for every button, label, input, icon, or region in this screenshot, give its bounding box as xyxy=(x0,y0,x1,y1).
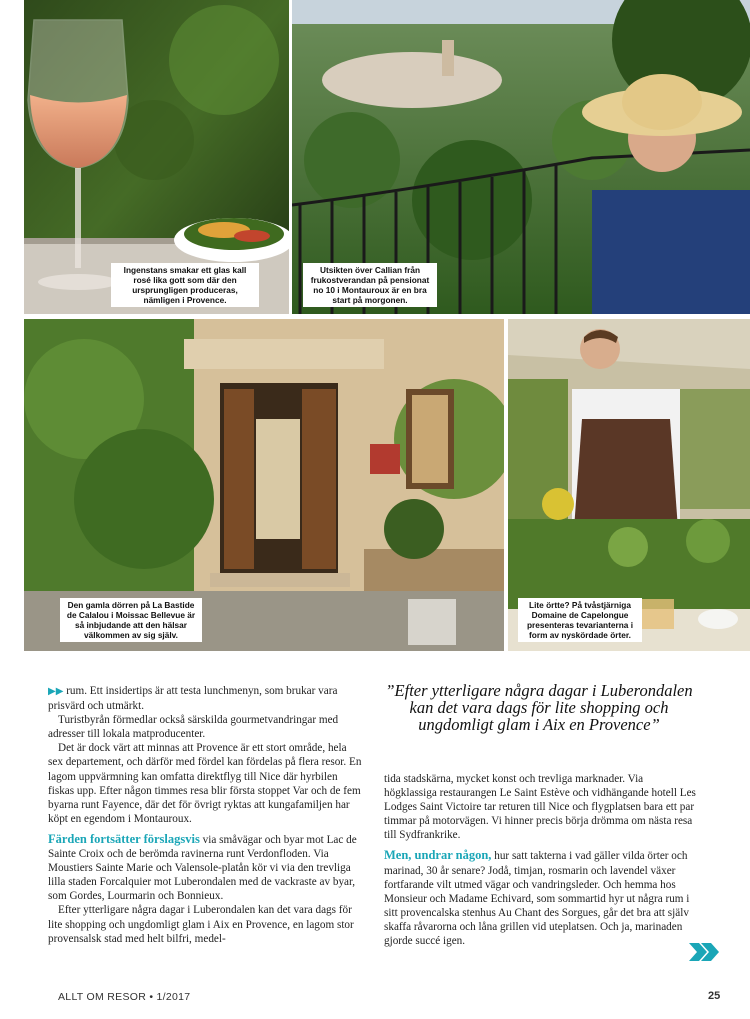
paragraph: Det är dock värt att minnas att Provence är ett stort område, hela sex departement, och därför med fördel kan fördelas på flera resor. En lagom uppvärmning kan omfatta direktflyg till Nice där hyrbilen fiskas upp. Efter någon timmes resa blir första stoppet Var och de fem byarna runt Fayence, där det för övrigt ryktas att kungafamiljen har köpt en egendom i Montauroux. xyxy=(48,742,362,825)
lead-in: Men, undrar någon, xyxy=(384,848,492,863)
text-column-left xyxy=(48,684,364,946)
paragraph: tida stadskärna, mycket konst och trevliga marknader. Via högklassiga restaurangen Le Saint Estève och vidhängande hotell Les Lodges Saint Victoire tar returen till Nice och flygplatsen bara ett par timmar på motorvägen. Vi hinner precis börja drömma om nästa resa till Sydfrankrike. xyxy=(384,773,696,842)
paragraph: Turistbyrån förmedlar också särskilda gourmetvandringar med adresser till lokala matproducenter. xyxy=(48,714,339,741)
paragraph: Men, undrar någon, hur satt takterna i vad gäller vilda örter och marinad, 30 år senare? Jodå, timjan, rosmarin och lavendel växer fortfarande vilt utmed vägar och vandringsleder. Och hemma hos Monsieur och Madame Echivard, som sommartid hyr ut några rum i sitt provencalska stenhus Au Chant des Sorgues, går det bra att själv skaffa råvarorna och låna grillen vid uteplatsen. Och ja, marinaden gjorde succé igen. xyxy=(384,848,690,948)
page-number: 25 xyxy=(708,990,721,1002)
pull-quote: ”Efter ytterligare några dagar i Luberondalen kan det vara dags för lite shopping och ungdomligt glam i Aix en Provence” xyxy=(385,681,693,734)
text-column-right xyxy=(384,772,696,948)
caption-door: Den gamla dörren på La Bastide de Calalou i Moissac Bellevue är så inbjudande att den hälsar välkommen av sig själv. xyxy=(60,598,202,642)
caption-view: Utsikten över Callian från frukostverandan på pensionat no 10 i Montauroux är en bra start på morgonen. xyxy=(303,263,437,307)
paragraph: Efter ytterligare några dagar i Luberondalen kan det vara dags för lite shopping och ungdomligt glam i Aix en Provence, en lagom stor provensalsk stad med helt bilfri, medel- xyxy=(48,904,354,945)
paragraph: Färden fortsätter förslagsvis via småvägar och byar mot Lac de Sainte Croix och de berömda ravinerna runt Verdonfloden. Via Moustiers Sainte Marie och Valensole-platån kör vi via den trevliga lilla staden Forcalquier mot Luberondalen med de vackraste av byar, som Gordes, Lourmarin och Bonnieux. xyxy=(48,831,357,903)
paragraph: ▶▶ rum. Ett insidertips är att testa lunchmenyn, som brukar vara prisvärd och utmärkt. xyxy=(48,685,338,713)
caption-herbs: Lite örtte? På tvåstjärniga Domaine de Capelongue presenteras tevarianterna i form av nyskördade örter. xyxy=(518,598,642,642)
publication-footer: ALLT OM RESOR • 1/2017 xyxy=(58,991,191,1003)
caption-wine: Ingenstans smakar ett glas kall rosé lika gott som där den ursprungligen produceras, nämligen i Provence. xyxy=(111,263,259,307)
double-chevron-right-icon xyxy=(687,941,721,963)
lead-in: Färden fortsätter förslagsvis xyxy=(48,831,200,846)
double-chevron-right-icon: ▶▶ xyxy=(48,686,64,697)
